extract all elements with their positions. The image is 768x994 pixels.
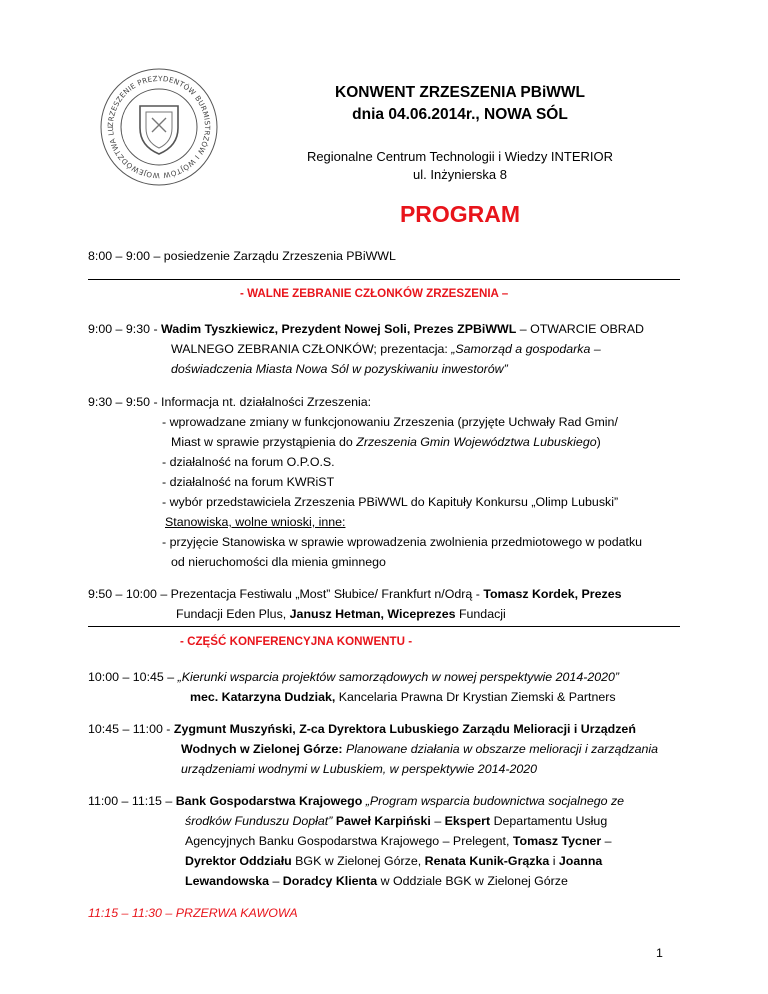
divider (88, 279, 680, 280)
section-general-assembly: - WALNE ZEBRANIE CZŁONKÓW ZRZESZENIA – (240, 287, 509, 300)
speaker: Janusz Hetman, Wiceprezes (289, 607, 456, 621)
speaker: Tomasz Kordek, Prezes (483, 587, 622, 601)
speaker: Wadim Tyszkiewicz, Prezydent Nowej Soli, Prezes ZPBiWWL (161, 322, 517, 336)
program-heading: PROGRAM (399, 201, 521, 227)
venue-address: ul. Inżynierska 8 (413, 167, 507, 182)
event-date-place: dnia 04.06.2014r., NOWA SÓL (352, 106, 568, 123)
presentation-title: „Kierunki wsparcia projektów samorządowych w nowej perspektywie 2014-2020” (177, 670, 620, 684)
venue-name: Regionalne Centrum Technologii i Wiedzy INTERIOR (306, 149, 614, 164)
list-item: - wprowadzane zmiany w funkcjonowaniu Zrzeszenia (przyjęte Uchwały Rad Gmin/ (162, 415, 618, 429)
presentation-title-cont: doświadczenia Miasta Nowa Sól w pozyskiwaniu inwestorów” (171, 362, 508, 376)
logo-ring-text: ZRZESZENIE PREZYDENTÓW BURMISTRZÓW I WÓJTÓW WOJEWÓDZTWA LU (105, 73, 213, 181)
agenda-item-eu-funding-line2: mec. Katarzyna Dudziak, Kancelaria Prawna Dr Krystian Ziemski & Partners (190, 690, 616, 704)
speaker: mec. Katarzyna Dudziak, (190, 690, 336, 704)
subheading-motions: Stanowiska, wolne wnioski, inne: (165, 515, 346, 529)
list-item-cont: od nieruchomości dla mienia gminnego (171, 555, 386, 569)
agenda-item-bgk-line5: Lewandowska – Doradcy Klienta w Oddziale BGK w Zielonej Górze (185, 874, 568, 888)
agenda-item-melioration-line3: urządzeniami wodnymi w Lubuskiem, w perspektywie 2014-2020 (181, 762, 538, 776)
agenda-item-bgk-line2: środków Funduszu Dopłat” Paweł Karpiński – Ekspert Departamentu Usług (185, 814, 608, 828)
agenda-item-coffee-break: 11:15 – 11:30 – PRZERWA KAWOWA (88, 906, 298, 920)
list-item: - działalność na forum KWRiST (162, 475, 335, 489)
speaker: Zygmunt Muszyński, Z-ca Dyrektora Lubuskiego Zarządu Melioracji i Urządzeń (173, 722, 636, 736)
agenda-item-activity-info: 9:30 – 9:50 - Informacja nt. działalności Zrzeszenia: (88, 395, 372, 409)
agenda-item-bgk-line3: Agencyjnych Banku Gospodarstwa Krajowego – Prelegent, Tomasz Tycner – (185, 834, 612, 848)
agenda-item-festival-line2: Fundacji Eden Plus, Janusz Hetman, Wiceprezes Fundacji (176, 607, 506, 621)
list-item: - wybór przedstawiciela Zrzeszenia PBiWWL do Kapituły Konkursu „Olimp Lubuski” (162, 495, 619, 509)
agenda-item-melioration: 10:45 – 11:00 - Zygmunt Muszyński, Z-ca Dyrektora Lubuskiego Zarządu Melioracji i Urządzeń (88, 722, 636, 736)
shield-icon (140, 106, 178, 154)
agenda-item-melioration-line2: Wodnych w Zielonej Górze: Planowane działania w obszarze melioracji i zarządzania (181, 742, 658, 756)
association-logo (98, 66, 220, 188)
agenda-item-bgk: 11:00 – 11:15 – Bank Gospodarstwa Krajowego „Program wsparcia budownictwa socjalnego ze (88, 794, 625, 808)
agenda-item-board-meeting: 8:00 – 9:00 – posiedzenie Zarządu Zrzeszenia PBiWWL (88, 249, 396, 263)
item-time: 9:00 – 9:30 - (88, 322, 162, 336)
agenda-item-bgk-line4: Dyrektor Oddziału BGK w Zielonej Górze, Renata Kunik-Grązka i Joanna (185, 854, 603, 868)
divider (88, 626, 680, 627)
agenda-item-opening: 9:00 – 9:30 - Wadim Tyszkiewicz, Prezydent Nowej Soli, Prezes ZPBiWWL – OTWARCIE OBRAD (88, 322, 644, 336)
page-number: 1 (656, 946, 663, 960)
list-item-cont: Miast w sprawie przystąpienia do Zrzeszenia Gmin Województwa Lubuskiego) (171, 435, 601, 449)
presentation-title: „Samorząd a gospodarka – (451, 342, 601, 356)
page-title: KONWENT ZRZESZENIA PBiWWL (335, 84, 585, 101)
list-item: - działalność na forum O.P.O.S. (162, 455, 335, 469)
section-conference: - CZĘŚĆ KONFERENCYJNA KONWENTU - (180, 635, 413, 648)
agenda-item-opening-line2: WALNEGO ZEBRANIA CZŁONKÓW; prezentacja: „Samorząd a gospodarka – (171, 342, 601, 356)
agenda-item-eu-funding: 10:00 – 10:45 – „Kierunki wsparcia projektów samorządowych w nowej perspektywie 2014-2020” (88, 670, 620, 684)
svg-text:ZRZESZENIE PREZYDENTÓW BURMIST (98, 66, 212, 180)
agenda-item-festival: 9:50 – 10:00 – Prezentacja Festiwalu „Most” Słubice/ Frankfurt n/Odrą - Tomasz Kordek, Prezes (88, 587, 622, 601)
speaker: Bank Gospodarstwa Krajowego (175, 794, 363, 808)
list-item: - przyjęcie Stanowiska w sprawie wprowadzenia zwolnienia przedmiotowego w podatku (162, 535, 643, 549)
